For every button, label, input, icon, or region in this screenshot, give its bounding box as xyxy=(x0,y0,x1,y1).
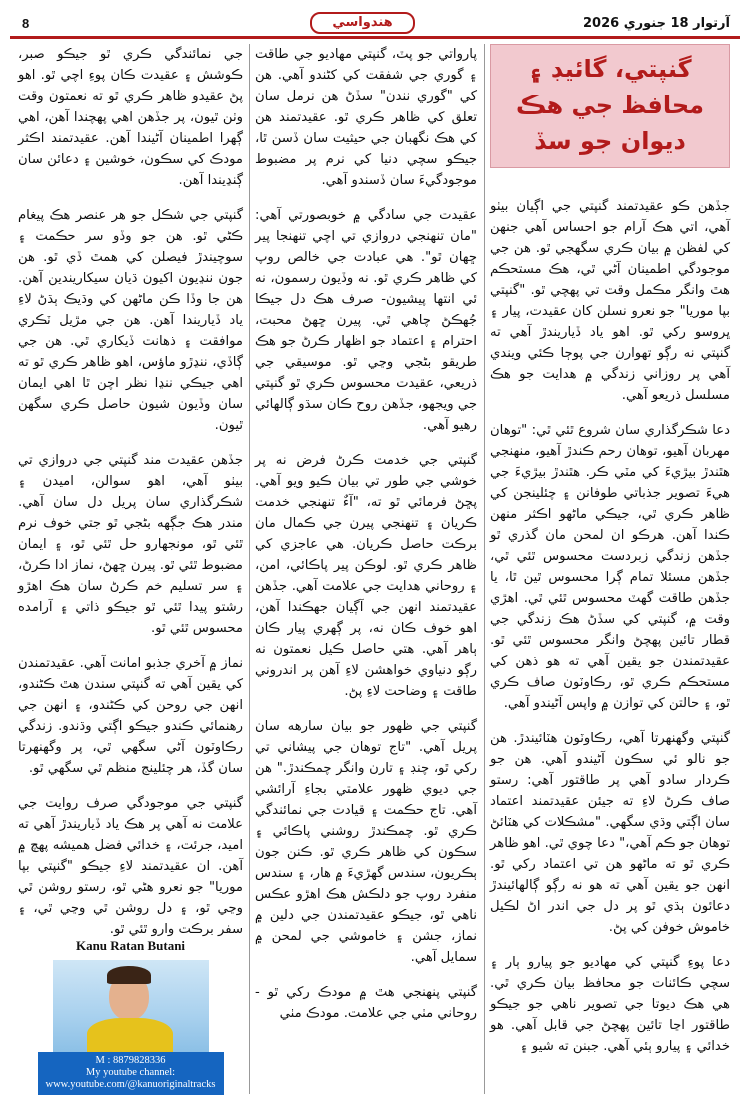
article-paragraph: جڏهن عقيدت مند گنپتي جي دروازي تي بيٺو آهي، اهو سوالن، اميدن ۽ شڪرگذاري سان پريل دل سان آهي. مندر هڪ جڳهه بڻجي ٿو جتي خوف نرم ٿئي ٿو، مونجهارو حل ٿئي ٿو، ۽ ايمان مضبوط ٿئي ٿو. پيرن ڇهڻ، نماز ادا ڪرڻ، ۽ سر تسليم خم ڪرڻ سان هڪ اهڙو رشتو پيدا ٿئي ٿو جيڪو ذاتي ۽ آرامده محسوس ٿئي ٿو. xyxy=(18,453,243,636)
article-paragraph: گنپتي پنهنجي هٿ ۾ مودڪ رکي ٿو - روحاني مٺي جي علامت. مودڪ مٺي xyxy=(255,985,477,1021)
issue-date: آرتوار 18 جنوري 2026 xyxy=(583,16,730,31)
column-divider-right xyxy=(484,44,485,1094)
article-paragraph: جي نمائندگي ڪري ٿو جيڪو صبر، ڪوشش ۽ عقيدت ڪان پوءِ اچي ٿو. اهو پڻ عقيدو ظاهر ڪري ٿو ته نعمتون وقت وٺن ٿيون، پر جڏهن اهي پهچندا آهن، اهي ڳهرا اطمينان آڻيندا آهن. عقيدتمند اڪثر مودڪ کي سڪون، خوشين ۽ دعائن سان ڳنڍيندا آهن. xyxy=(18,47,243,188)
author-name: Kanu Ratan Butani xyxy=(75,938,186,953)
article-paragraph: پارواتي جو پٽ، گنپتي مهاديو جي طاقت ۽ گوري جي شفقت کي کڻندو آهي. هن کي "گوري نندن" سڏڻ هن نرمل سان تعلق کي ظاهر ڪري ٿو. عقيدتمند هن کي هڪ نگهبان جي حيثيت سان ڏسن ٿا، جيڪو سچي دنيا کي نرم پر مضبوط موجودگيءَ سان ڏسندو آهي. xyxy=(255,47,477,188)
article-title-box xyxy=(490,44,730,168)
article-paragraph: نماز ۾ آخري جذبو امانت آهي. عقيدتمندن کي يقين آهي ته گنپتي سندن هٿ ڪڻندو، انهن جي روحن کي ڪڻندو، ۽ انهن جي رهنمائي ڪندو جيڪو اڳتي وڌندو. زندگي رڪاوٽون آڻي سگهي ٿي، پر وگهنهرتا سان گڏ، هر چئلينج منظم ٿي سگهي ٿو. xyxy=(18,656,243,776)
article-column-left xyxy=(18,44,243,954)
author-mobile: M : 8879828336 xyxy=(95,1055,166,1066)
page-number: 8 xyxy=(22,16,30,31)
author-shirt xyxy=(87,1018,173,1052)
author-box xyxy=(18,938,243,1095)
column-divider-left xyxy=(249,44,250,1094)
author-hair xyxy=(107,966,151,984)
article-paragraph: دعا پوءِ گنپتي کي مهاديو جو پيارو ٻار ۽ سچي ڪائنات جو محافظ بيان ڪري ٿي. هي هڪ ديوتا جي تصوير ناهي جو جيڪو طاقتور اڃا تائين پهچڻ جي قابل آهي. هو خدائي ۽ پيارو ٻئي آهي. جبنن ته شيو ۽ xyxy=(490,955,730,1054)
author-channel-link[interactable]: www.youtube.com/@kanuoriginaltracks xyxy=(45,1079,216,1090)
article-paragraph: گنپتي جي ظهور جو بيان سارهه سان پريل آهي. "تاج توهان جي پيشاني تي رکي ٿو، چنڊ ۽ تارن وانگر چمڪندڙ." هن جي ديوي ظهور علامتي بجاءِ آرائشي آهي. تاج حڪمت ۽ قيادت جي نمائندگي ڪري ٿو. چمڪندڙ روشني پاڪائي ۽ سڪون کي ظاهر ڪري ٿو. ڪنن جون ٻڪريون، سندس گهڙيءَ ۾ هار، ۽ سندس منفرد روپ جو دلڪش هڪ اهڙو عڪس ناهي ٿو، جيڪو عقيدتمندن جي دلين ۾ نماز، جشن ۽ خاموشي جي لمحن ۾ سمايل آهي. xyxy=(255,719,477,965)
article-paragraph: جڏهن ڪو عقيدتمند گنپتي جي اڳيان بيٺو آهي، اتي هڪ آرام جو احساس آهي جنهن کي لفظن ۾ بيان ڪري سگهجي ٿو. هن جي موجودگي اطمينان آڻي ٿي، هڪ مستحڪم هٿ وانگر مڪمل وقت تي پهچي ٿو. "گنپتي بپا موريا" جو نعرو نسلن کان عقيدت، پيار ۽ ڀروسو رکي ٿو. اهو ياد ڏياريندڙ آهي ته گنپتي نه رڳو تهوارن جي پوڄا ڪئي ويندي آهي پر روزاني زندگي ۾ هدايت جو هڪ مسلسل ذريعو آهي. xyxy=(490,199,730,403)
newspaper-logo: هندواسي xyxy=(310,12,415,34)
article-paragraph: گنپتي جي موجودگي صرف روايت جي علامت نه آهي پر هڪ ياد ڏياريندڙ آهي ته اميد، جرئت، ۽ خدائي فضل هميشه پهچ ۾ آهن. ان عقيدتمند لاءِ جيڪو "گنپتي بپا موريا" جو نعرو هڻي ٿو، رستو روشن ٿي وڃي ٿو، ۽ دل روشن ٿي وڃي ٿي، ۽ سفر برڪت وارو ٿئي ٿو. xyxy=(18,796,243,937)
author-channel-label: My youtube channel: xyxy=(85,1067,176,1078)
article-paragraph: دعا شڪرگذاري سان شروع ٿئي ٿي: "توهان مهربان آهيو، توهان رحم ڪندڙ آهيو، منهنجي هٿندڙ بيڙيءَ کي مٽي ڪر. هٿندڙ بيڙيءَ جي هيءَ تصوير جذباتي طوفانن ۽ چئلينجن کي ظاهر ڪري ٿي، جيڪي ماڻهو اڪثر منهن ڪندا آهن. هرڪو ان لمحن مان گذري ٿو جڏهن زندگي زبردست محسوس ٿئي ٿي، جڏهن مسئلا تمام ڳرا محسوس ٿين ٿا، يا جڏهن طاقت گهٽ محسوس ٿئي ٿي. اهڙي وقت ۾، گنپتي کي سڏڻ هڪ زندگي جي قطار تائين پهچڻ وانگر محسوس ٿئي ٿو. عقيدتمندن جو يقين آهي ته هو ذهن کي مستحڪم ڪري ٿو، رڪاوٽون صاف ڪري ٿو، ۽ حالتن کي توازن ۾ واپس آڻيندو آهي. xyxy=(490,423,730,711)
author-contact xyxy=(38,1052,224,1095)
page-header xyxy=(10,12,740,36)
article-column-right xyxy=(490,44,730,1071)
article-paragraph: گنپتي جي خدمت ڪرڻ فرض نه پر خوشي جي طور تي بيان ڪيو ويو آهي. پڇڻ فرمائي ٿو ته، "آءٌ تنهنجي خدمت ڪريان ۽ تنهنجي پيرن جي ڪمال مان برڪت حاصل ڪريان. هي عاجزي کي ظاهر ڪري ٿو. لوڪن پير پاڪائي، امن، ۽ روحاني هدايت جي علامت آهي. جڏهن عقيدتمند انهن جي آڳيان جهڪندا آهن، اهو خوف ڪان نه، پر ڳهري پيار ڪان ٻاهر آهي. هتي حاصل ڪيل نعمتون نه رڳو دنياوي خواهشن لاءِ آهن پر اندروني طاقت ۽ وضاحت لاءِ پڻ. xyxy=(255,453,477,699)
article-column-middle xyxy=(255,44,477,1038)
article-paragraph: عقيدت جي سادگي ۾ خوبصورتي آهي: "مان تنهنجي دروازي تي اچي تنهنجا پير ڇهان ٿو". هي عبادت جي خالص روپ کي ظاهر ڪري ٿو. نه وڏيون رسمون، نه ئي انتها پيشيون- صرف هڪ دل جيڪا جُهڪڻ چاهي ٿي. پيرن ڇهڻ محبت، احترام ۽ اعتماد جو اظهار ڪرڻ جو هڪ طريقو بڻجي وڃي ٿو. موسيقي جي ذريعي، عقيدت محسوس ڪري ٿو گنپتي جي ويجهو، جڏهن روح ڪان سڌو ڳالهائي رهيو آهي. xyxy=(255,208,477,433)
author-photo xyxy=(53,960,209,1052)
article-paragraph: گنپتي وگهنهرتا آهي، رڪاوٽون هٽائيندڙ. هن جو نالو ئي سڪون آڻيندو آهي. هن جو ڪردار سادو آهي پر طاقتور آهي: رستو صاف ڪرڻ لاءِ ته جيئن عقيدتمند اعتماد سان اڳتي وڌي سگهي. "مشڪلات کي هٽائڻ توهان جو ڪم آهي،" دعا چوي ٿي. اهو ظاهر ڪري ٿو ته ماڻهو هن تي اعتماد رکي ٿو. انهن جو يقين آهي ته هو نه رڳو ڳالهائيندڙ دعائون ٻڌي ٿو پر دل جي اندر اڻ لڪيل خاموش خوفن کي پڻ. xyxy=(490,731,730,935)
article-title: گنپتي، گائيڊ ۽ محافظ جي هڪ ديوان جو سڏ xyxy=(515,55,704,155)
header-rule xyxy=(10,36,740,39)
article-paragraph: گنپتي جي شڪل جو هر عنصر هڪ پيغام ڪڻي ٿو. هن جو وڏو سر حڪمت ۽ سوچيندڙ فيصلن کي همٿ ڏي ٿو. هن جون ننڍيون اکيون ڌيان سيکاريندين آهن. هن جا وڏا ڪن ماڻهن کي وڌيڪ ٻڌڻ لاءِ ياد ڏياريندا آهن. هن جي مڙيل ٽڪري موافقت ۽ ذهانت ڏيکاري ٿي. هن جي ڳاڏي، ننڍڙو ماؤس، اهو ظاهر ڪري ٿو ته اهي جيڪي ننڍا نظر اچن ٿا اهي ايمان سان وڏيون شيون حاصل ڪري سگهن ٿيون. xyxy=(18,208,243,433)
